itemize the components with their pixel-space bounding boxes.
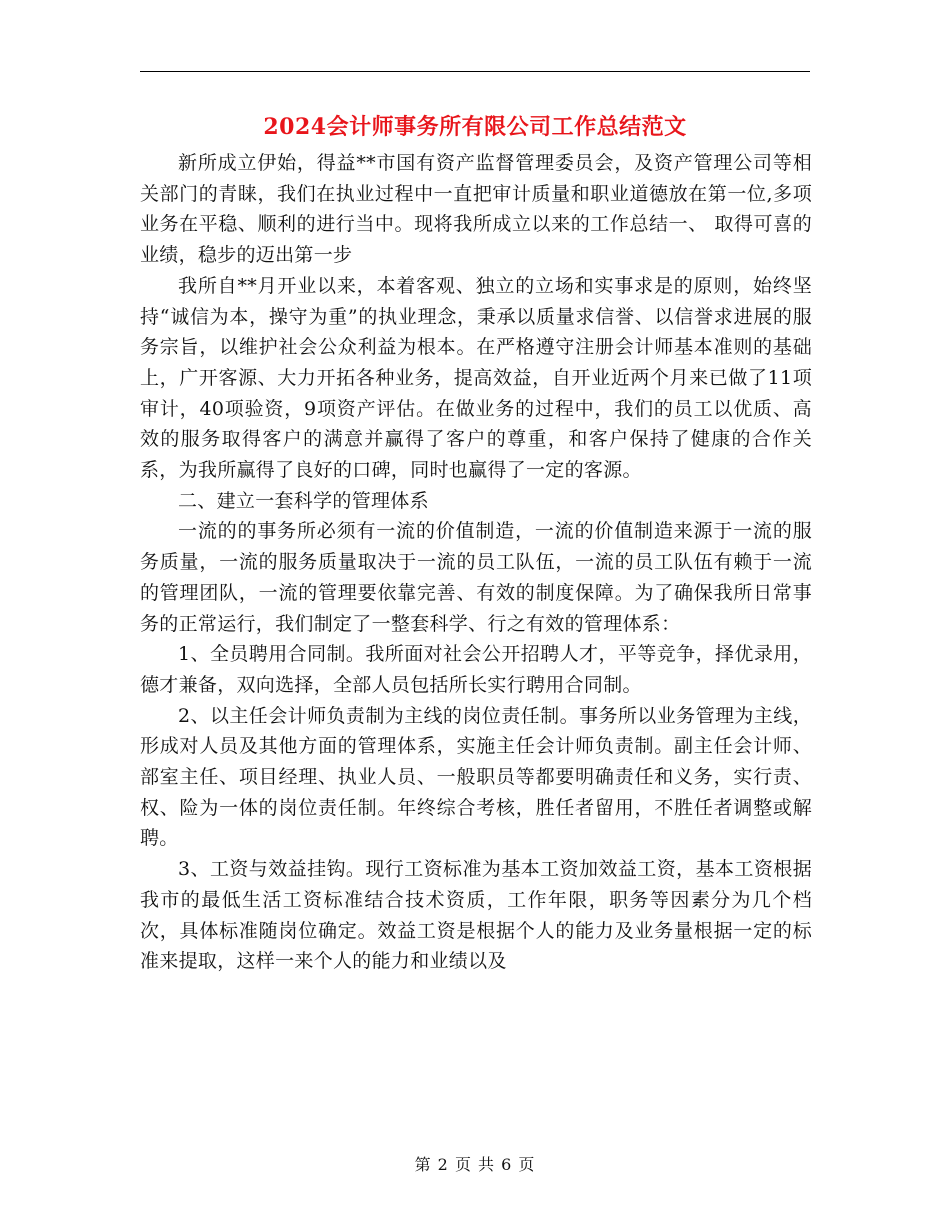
list-item-contract-system: 1、全员聘用合同制。我所面对社会公开招聘人才，平等竞争，择优录用，德才兼备，双向选择，全部人员包括所长实行聘用合同制。 [140,643,812,696]
header-rule [140,71,810,72]
document-body [140,148,812,977]
paragraph-intro: 新所成立伊始，得益**市国有资产监督管理委员会，及资产管理公司等相关部门的青睐，我们在执业过程中一直把审计质量和职业道德放在第一位,多项业务在平稳、顺利的进行当中。现将我所成立以来的工作总结一、 取得可喜的业绩，稳步的迈出第一步 [140,152,812,267]
document-title: 2024会计师事务所有限公司工作总结范文 [263,114,687,140]
paragraph-achievements: 我所自**月开业以来，本着客观、独立的立场和实事求是的原则，始终坚持“诚信为本，操守为重”的执业理念，秉承以质量求信誉、以信誉求进展的服务宗旨，以维护社会公众利益为根本。在严格遵守注册会计师基本准则的基础上，广开客源、大力开拓各种业务，提高效益，自开业近两个月来已做了11项审计，40项验资，9项资产评估。在做业务的过程中，我们的员工以优质、高效的服务取得客户的满意并赢得了客户的尊重，和客户保持了健康的合作关系，为我所赢得了良好的口碑，同时也赢得了一定的客源。 [140,274,812,482]
section-heading-management: 二、建立一套科学的管理体系 [178,489,429,512]
list-item-responsibility-system: 2、以主任会计师负责制为主线的岗位责任制。事务所以业务管理为主线，形成对人员及其他方面的管理体系，实施主任会计师负责制。副主任会计师、部室主任、项目经理、执业人员、一般职员等都要明确责任和义务，实行责、权、险为一体的岗位责任制。年终综合考核，胜任者留用，不胜任者调整或解聘。 [140,704,812,850]
page-number: 第 2 页 共 6 页 [414,1155,536,1174]
list-item-salary-linkage: 3、工资与效益挂钩。现行工资标准为基本工资加效益工资，基本工资根据我市的最低生活工资标准结合技术资质，工作年限，职务等因素分为几个档次，具体标准随岗位确定。效益工资是根据个人的能力及业务量根据一定的标准来提取，这样一来个人的能力和业绩以及 [140,858,812,973]
paragraph-management-system: 一流的的事务所必须有一流的价值制造，一流的价值制造来源于一流的服务质量，一流的服务质量取决于一流的员工队伍，一流的员工队伍有赖于一流的管理团队，一流的管理要依靠完善、有效的制度保障。为了确保我所日常事务的正常运行，我们制定了一整套科学、行之有效的管理体系： [140,520,812,635]
